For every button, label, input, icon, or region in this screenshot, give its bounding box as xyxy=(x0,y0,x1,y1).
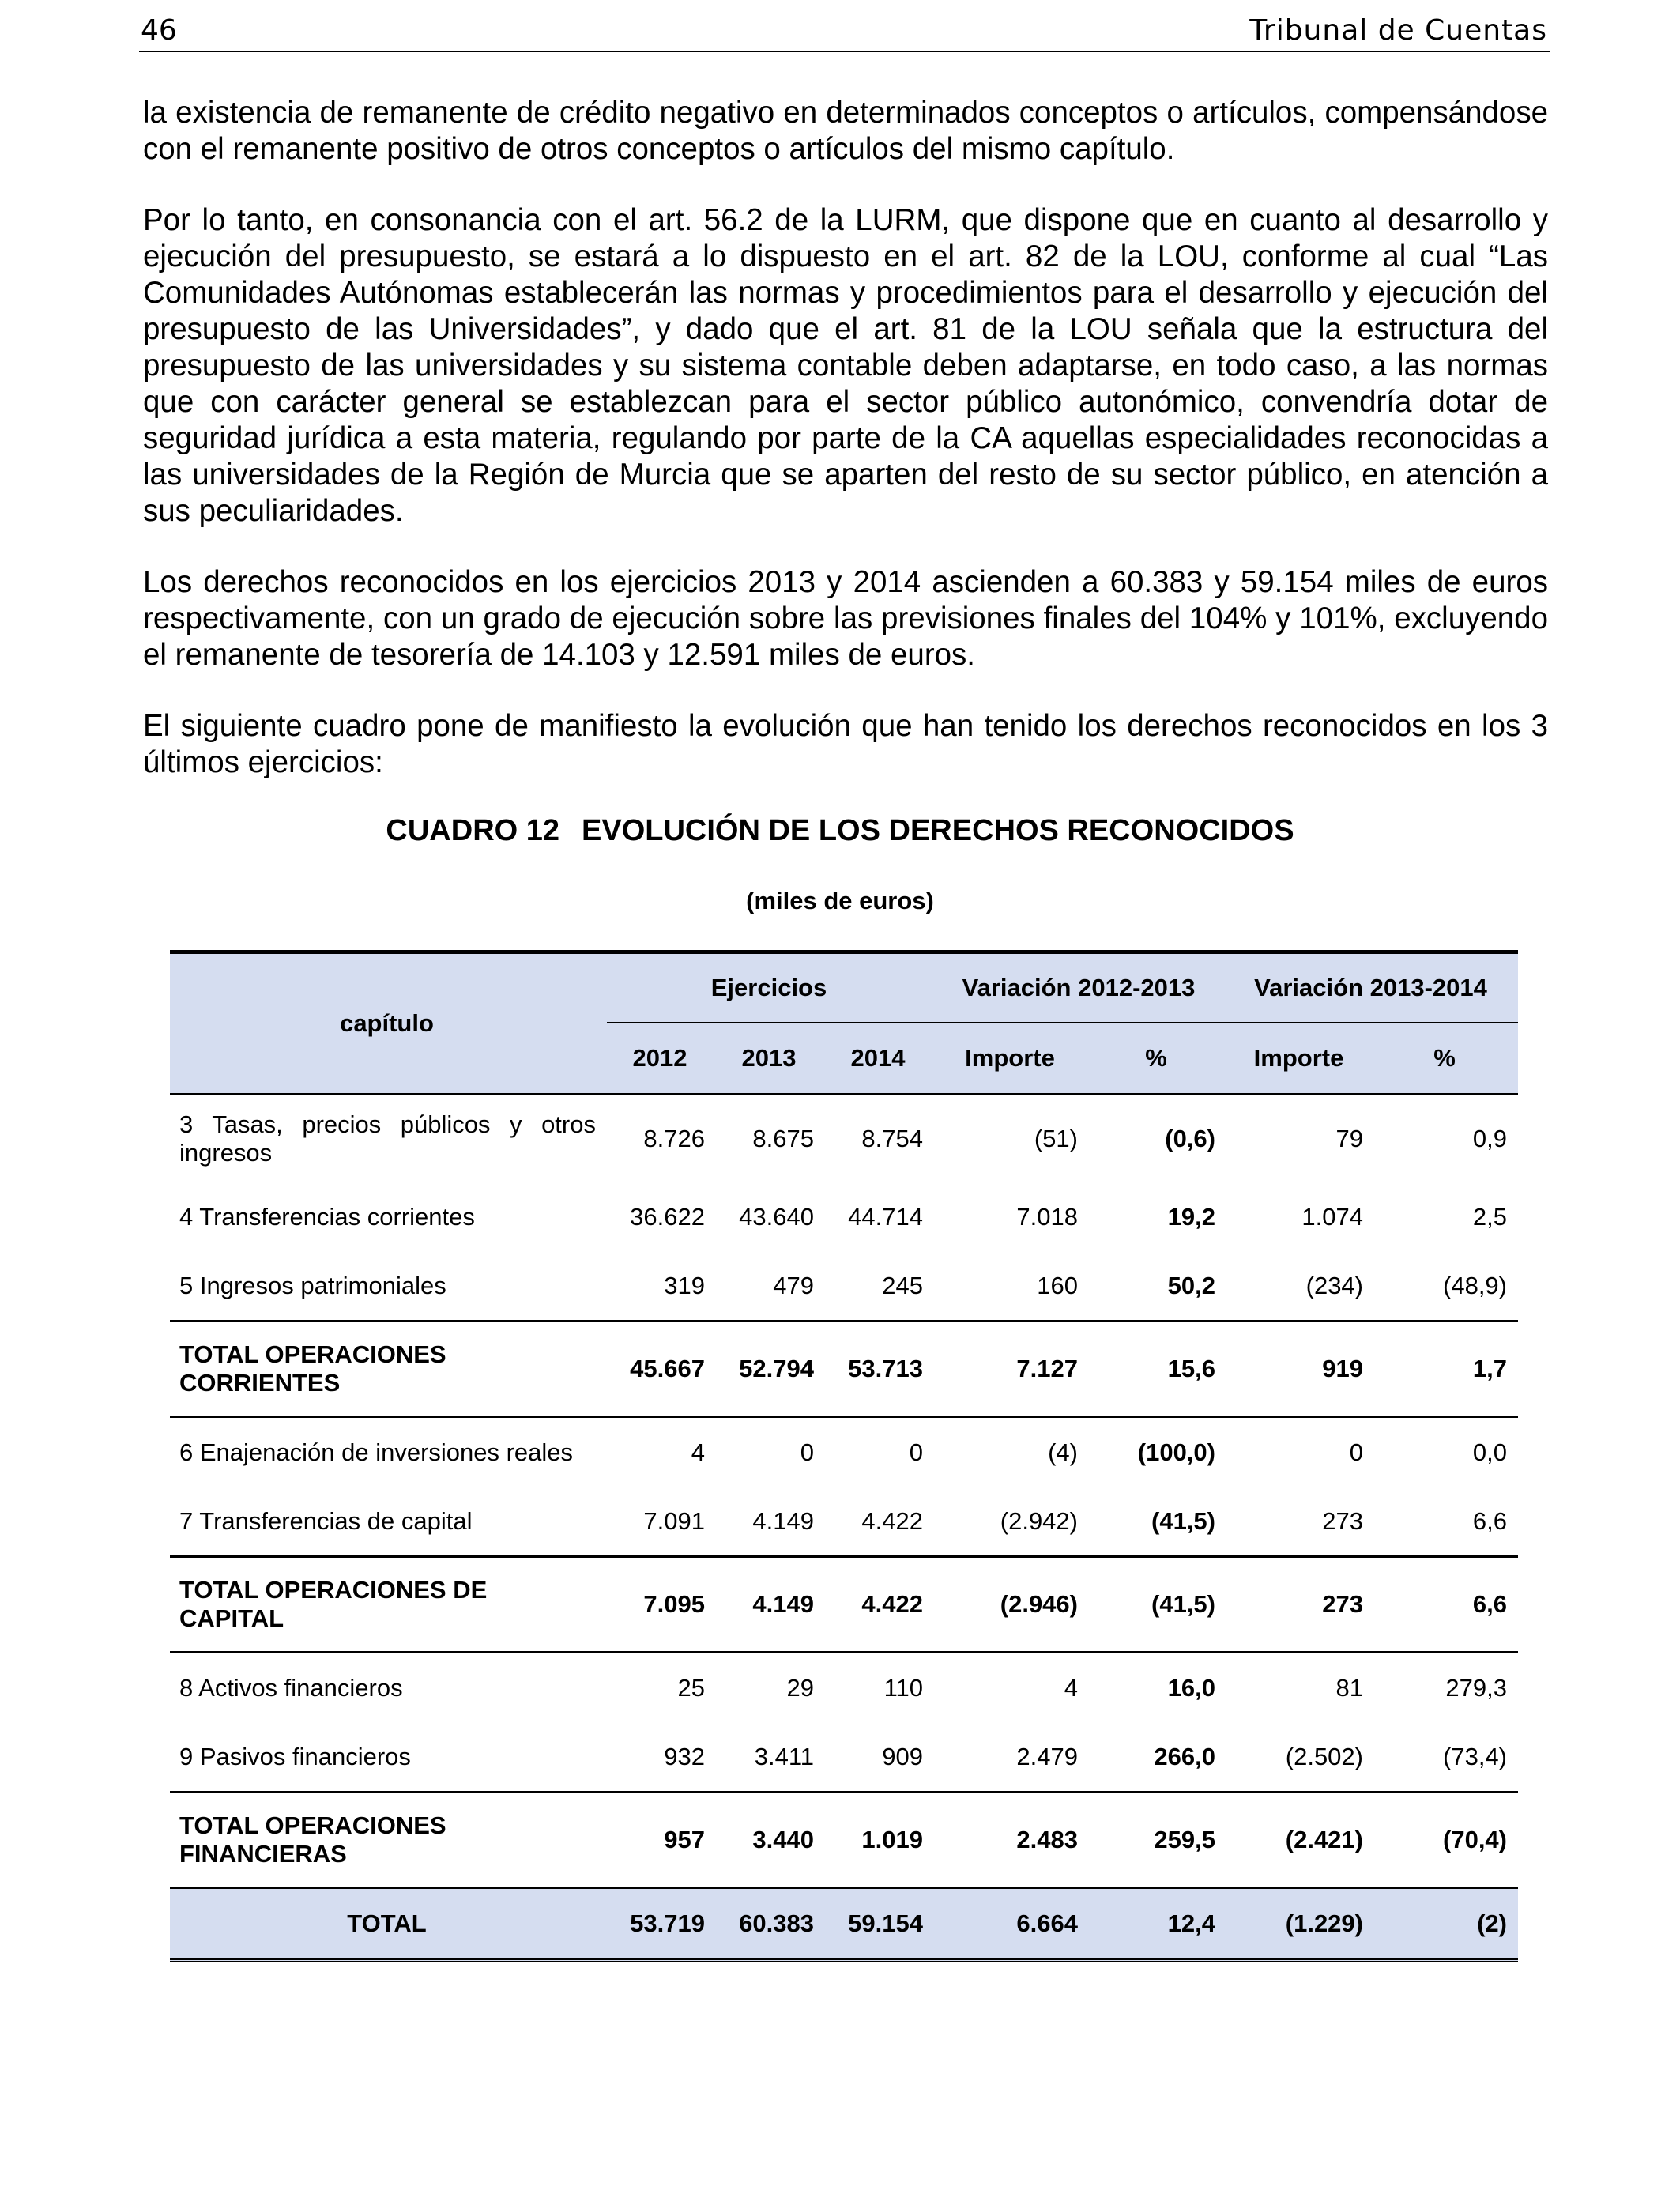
cell-importe-2013-2014: 273 xyxy=(1226,1557,1374,1653)
cell-importe-2013-2014: 81 xyxy=(1226,1653,1374,1723)
cell-importe-2013-2014: (2.421) xyxy=(1226,1793,1374,1888)
header-row xyxy=(170,952,1518,1023)
header-2013: 2013 xyxy=(741,1044,797,1072)
table-row xyxy=(170,1182,1518,1251)
cell-percent-2013-2014: 1,7 xyxy=(1374,1321,1518,1417)
header-percent: % xyxy=(1433,1044,1456,1072)
cell-percent-2013-2014: 279,3 xyxy=(1374,1653,1518,1723)
cell-2012: 957 xyxy=(607,1793,716,1888)
cell-importe-2012-2013: 7.127 xyxy=(934,1321,1089,1417)
cell-2012: 45.667 xyxy=(607,1321,716,1417)
table-number: CUADRO 12 xyxy=(386,814,560,847)
cell-importe-2013-2014: 79 xyxy=(1226,1095,1374,1183)
cell-2014: 245 xyxy=(882,1271,923,1299)
cell-importe-2012-2013: 4 xyxy=(934,1653,1089,1723)
header-variacion-2013-2014: Variación 2013-2014 xyxy=(1226,952,1518,1023)
table-row xyxy=(170,1251,1518,1321)
cell-percent-2012-2013: (0,6) xyxy=(1089,1095,1226,1183)
row-label: 4 Transferencias corrientes xyxy=(179,1202,475,1231)
row-label: 6 Enajenación de inversiones reales xyxy=(170,1417,607,1487)
cell-percent-2013-2014: 6,6 xyxy=(1472,1506,1507,1535)
cell-2012: 4 xyxy=(607,1417,716,1487)
row-label: 3 Tasas, precios públicos y otros ingresos xyxy=(170,1095,607,1183)
cell-2014: 1.019 xyxy=(825,1793,934,1888)
cell-importe-2013-2014: 1.074 xyxy=(1301,1202,1363,1231)
organization-name: Tribunal de Cuentas xyxy=(1249,14,1547,47)
cell-importe-2012-2013: 6.664 xyxy=(934,1888,1089,1961)
table-unit: (miles de euros) xyxy=(746,887,934,914)
cell-2014: 53.713 xyxy=(825,1321,934,1417)
cell-2013: 43.640 xyxy=(739,1202,814,1231)
cell-2012: 53.719 xyxy=(607,1888,716,1961)
cell-importe-2012-2013: 2.483 xyxy=(934,1793,1089,1888)
header-2014: 2014 xyxy=(850,1044,906,1072)
cell-percent-2012-2013: 259,5 xyxy=(1089,1793,1226,1888)
row-label: TOTAL OPERACIONES DE CAPITAL xyxy=(170,1557,607,1653)
cell-percent-2013-2014: (48,9) xyxy=(1443,1271,1507,1299)
header-importe: Importe xyxy=(965,1044,1055,1072)
cell-importe-2013-2014: (2.502) xyxy=(1285,1742,1363,1770)
cell-2013: 3.440 xyxy=(716,1793,825,1888)
cell-2012: 7.095 xyxy=(607,1557,716,1653)
cell-percent-2013-2014: (73,4) xyxy=(1443,1742,1507,1770)
cell-2013: 60.383 xyxy=(716,1888,825,1961)
paragraph: Por lo tanto, en consonancia con el art. 56.2 de la LURM, que dispone que en cuanto al desarrollo y ejecución del presupuesto, se estará a lo dispuesto en el art. 82 de la LOU, conforme al cual “Las Comunidades Autónomas establecerán las normas y procedimientos para el desarrollo y ejecución del presupuesto de las Universidades”, y dado que el art. 81 de la LOU señala que la estructura del presupuesto de las universidades y su sistema contable deben adaptarse, en todo caso, a las normas que con carácter general se establezcan para el sector público autonómico, convendría dotar de seguridad jurídica a esta materia, regulando por parte de la CA aquellas especialidades reconocidas a las universidades de la Región de Murcia que se aparten del resto de su sector público, en atención a sus peculiaridades. xyxy=(143,203,1548,528)
cell-2014: 8.754 xyxy=(825,1095,934,1183)
body-text xyxy=(143,95,1548,781)
cell-2013: 29 xyxy=(716,1653,825,1723)
header-percent: % xyxy=(1145,1044,1167,1072)
cell-importe-2013-2014: (234) xyxy=(1305,1271,1363,1299)
row-label: TOTAL OPERACIONES CORRIENTES xyxy=(170,1321,607,1417)
row-label: 7 Transferencias de capital xyxy=(179,1506,473,1535)
table-row xyxy=(170,1095,1518,1183)
cell-importe-2012-2013: 160 xyxy=(1037,1271,1078,1299)
cell-2014: 0 xyxy=(825,1417,934,1487)
row-label: TOTAL xyxy=(170,1888,607,1961)
header-importe: Importe xyxy=(1253,1044,1344,1072)
subtotal-row xyxy=(170,1793,1518,1888)
cell-2013: 3.411 xyxy=(754,1742,814,1770)
cell-importe-2012-2013: (2.946) xyxy=(934,1557,1089,1653)
table-row xyxy=(170,1653,1518,1723)
cell-percent-2013-2014: 6,6 xyxy=(1374,1557,1518,1653)
cell-percent-2012-2013: 16,0 xyxy=(1089,1653,1226,1723)
table-title xyxy=(0,814,1680,848)
cell-2012: 7.091 xyxy=(643,1506,705,1535)
row-label: 8 Activos financieros xyxy=(170,1653,607,1723)
cell-importe-2013-2014: 919 xyxy=(1226,1321,1374,1417)
cell-2013: 8.675 xyxy=(716,1095,825,1183)
cell-importe-2012-2013: 2.479 xyxy=(1016,1742,1078,1770)
subtotal-row xyxy=(170,1557,1518,1653)
row-label: TOTAL OPERACIONES FINANCIERAS xyxy=(170,1793,607,1888)
cell-2012: 8.726 xyxy=(607,1095,716,1183)
cell-2012: 932 xyxy=(664,1742,705,1770)
cell-percent-2012-2013: (100,0) xyxy=(1089,1417,1226,1487)
cell-2014: 59.154 xyxy=(825,1888,934,1961)
paragraph: la existencia de remanente de crédito negativo en determinados conceptos o artículos, compensándose con el remanente positivo de otros conceptos o artículos del mismo capítulo. xyxy=(143,96,1548,166)
subtotal-row xyxy=(170,1321,1518,1417)
cell-2012: 319 xyxy=(664,1271,705,1299)
cell-percent-2012-2013: 50,2 xyxy=(1167,1271,1215,1299)
cell-percent-2012-2013: 15,6 xyxy=(1089,1321,1226,1417)
page-number: 46 xyxy=(141,14,177,47)
paragraph: Los derechos reconocidos en los ejercicios 2013 y 2014 ascienden a 60.383 y 59.154 miles de euros respectivamente, con un grado de ejecución sobre las previsiones finales del 104% y 101%, excluyendo el remanente de tesorería de 14.103 y 12.591 miles de euros. xyxy=(143,565,1548,672)
cell-importe-2013-2014: 273 xyxy=(1322,1506,1363,1535)
cell-2014: 110 xyxy=(825,1653,934,1723)
cell-percent-2013-2014: 0,0 xyxy=(1374,1417,1518,1487)
cell-2013: 0 xyxy=(716,1417,825,1487)
cell-importe-2012-2013: 7.018 xyxy=(1016,1202,1078,1231)
cell-2014: 4.422 xyxy=(861,1506,923,1535)
cell-2013: 52.794 xyxy=(716,1321,825,1417)
table-row xyxy=(170,1487,1518,1557)
cell-importe-2013-2014: 0 xyxy=(1226,1417,1374,1487)
cell-percent-2013-2014: 2,5 xyxy=(1472,1202,1507,1231)
cell-importe-2012-2013: (2.942) xyxy=(1000,1506,1078,1535)
row-label: 9 Pasivos financieros xyxy=(179,1742,411,1770)
cell-percent-2013-2014: (70,4) xyxy=(1374,1793,1518,1888)
cell-2013: 479 xyxy=(773,1271,814,1299)
header-ejercicios: Ejercicios xyxy=(607,952,934,1023)
cell-percent-2012-2013: 12,4 xyxy=(1089,1888,1226,1961)
cell-percent-2012-2013: 19,2 xyxy=(1167,1202,1215,1231)
cell-2014: 909 xyxy=(882,1742,923,1770)
cell-importe-2012-2013: (4) xyxy=(934,1417,1089,1487)
cell-percent-2012-2013: (41,5) xyxy=(1089,1557,1226,1653)
cell-2012: 25 xyxy=(607,1653,716,1723)
cell-percent-2013-2014: (2) xyxy=(1374,1888,1518,1961)
cell-2013: 4.149 xyxy=(752,1506,814,1535)
cell-importe-2013-2014: (1.229) xyxy=(1226,1888,1374,1961)
page-header xyxy=(139,14,1550,52)
rights-evolution-table xyxy=(170,950,1518,1962)
table-row xyxy=(170,1722,1518,1793)
cell-percent-2013-2014: 0,9 xyxy=(1374,1095,1518,1183)
header-2012: 2012 xyxy=(632,1044,687,1072)
table-row xyxy=(170,1417,1518,1487)
cell-2013: 4.149 xyxy=(716,1557,825,1653)
paragraph: El siguiente cuadro pone de manifiesto la evolución que han tenido los derechos reconocidos en los 3 últimos ejercicios: xyxy=(143,709,1548,779)
header-capitulo: capítulo xyxy=(170,952,607,1095)
cell-percent-2012-2013: 266,0 xyxy=(1154,1742,1215,1770)
cell-2012: 36.622 xyxy=(630,1202,705,1231)
cell-2014: 44.714 xyxy=(848,1202,923,1231)
header-variacion-2012-2013: Variación 2012-2013 xyxy=(934,952,1226,1023)
row-label: 5 Ingresos patrimoniales xyxy=(179,1271,446,1299)
total-row xyxy=(170,1888,1518,1961)
cell-2014: 4.422 xyxy=(825,1557,934,1653)
table-title-text: EVOLUCIÓN DE LOS DERECHOS RECONOCIDOS xyxy=(582,814,1294,847)
cell-importe-2012-2013: (51) xyxy=(934,1095,1089,1183)
cell-percent-2012-2013: (41,5) xyxy=(1151,1506,1215,1535)
